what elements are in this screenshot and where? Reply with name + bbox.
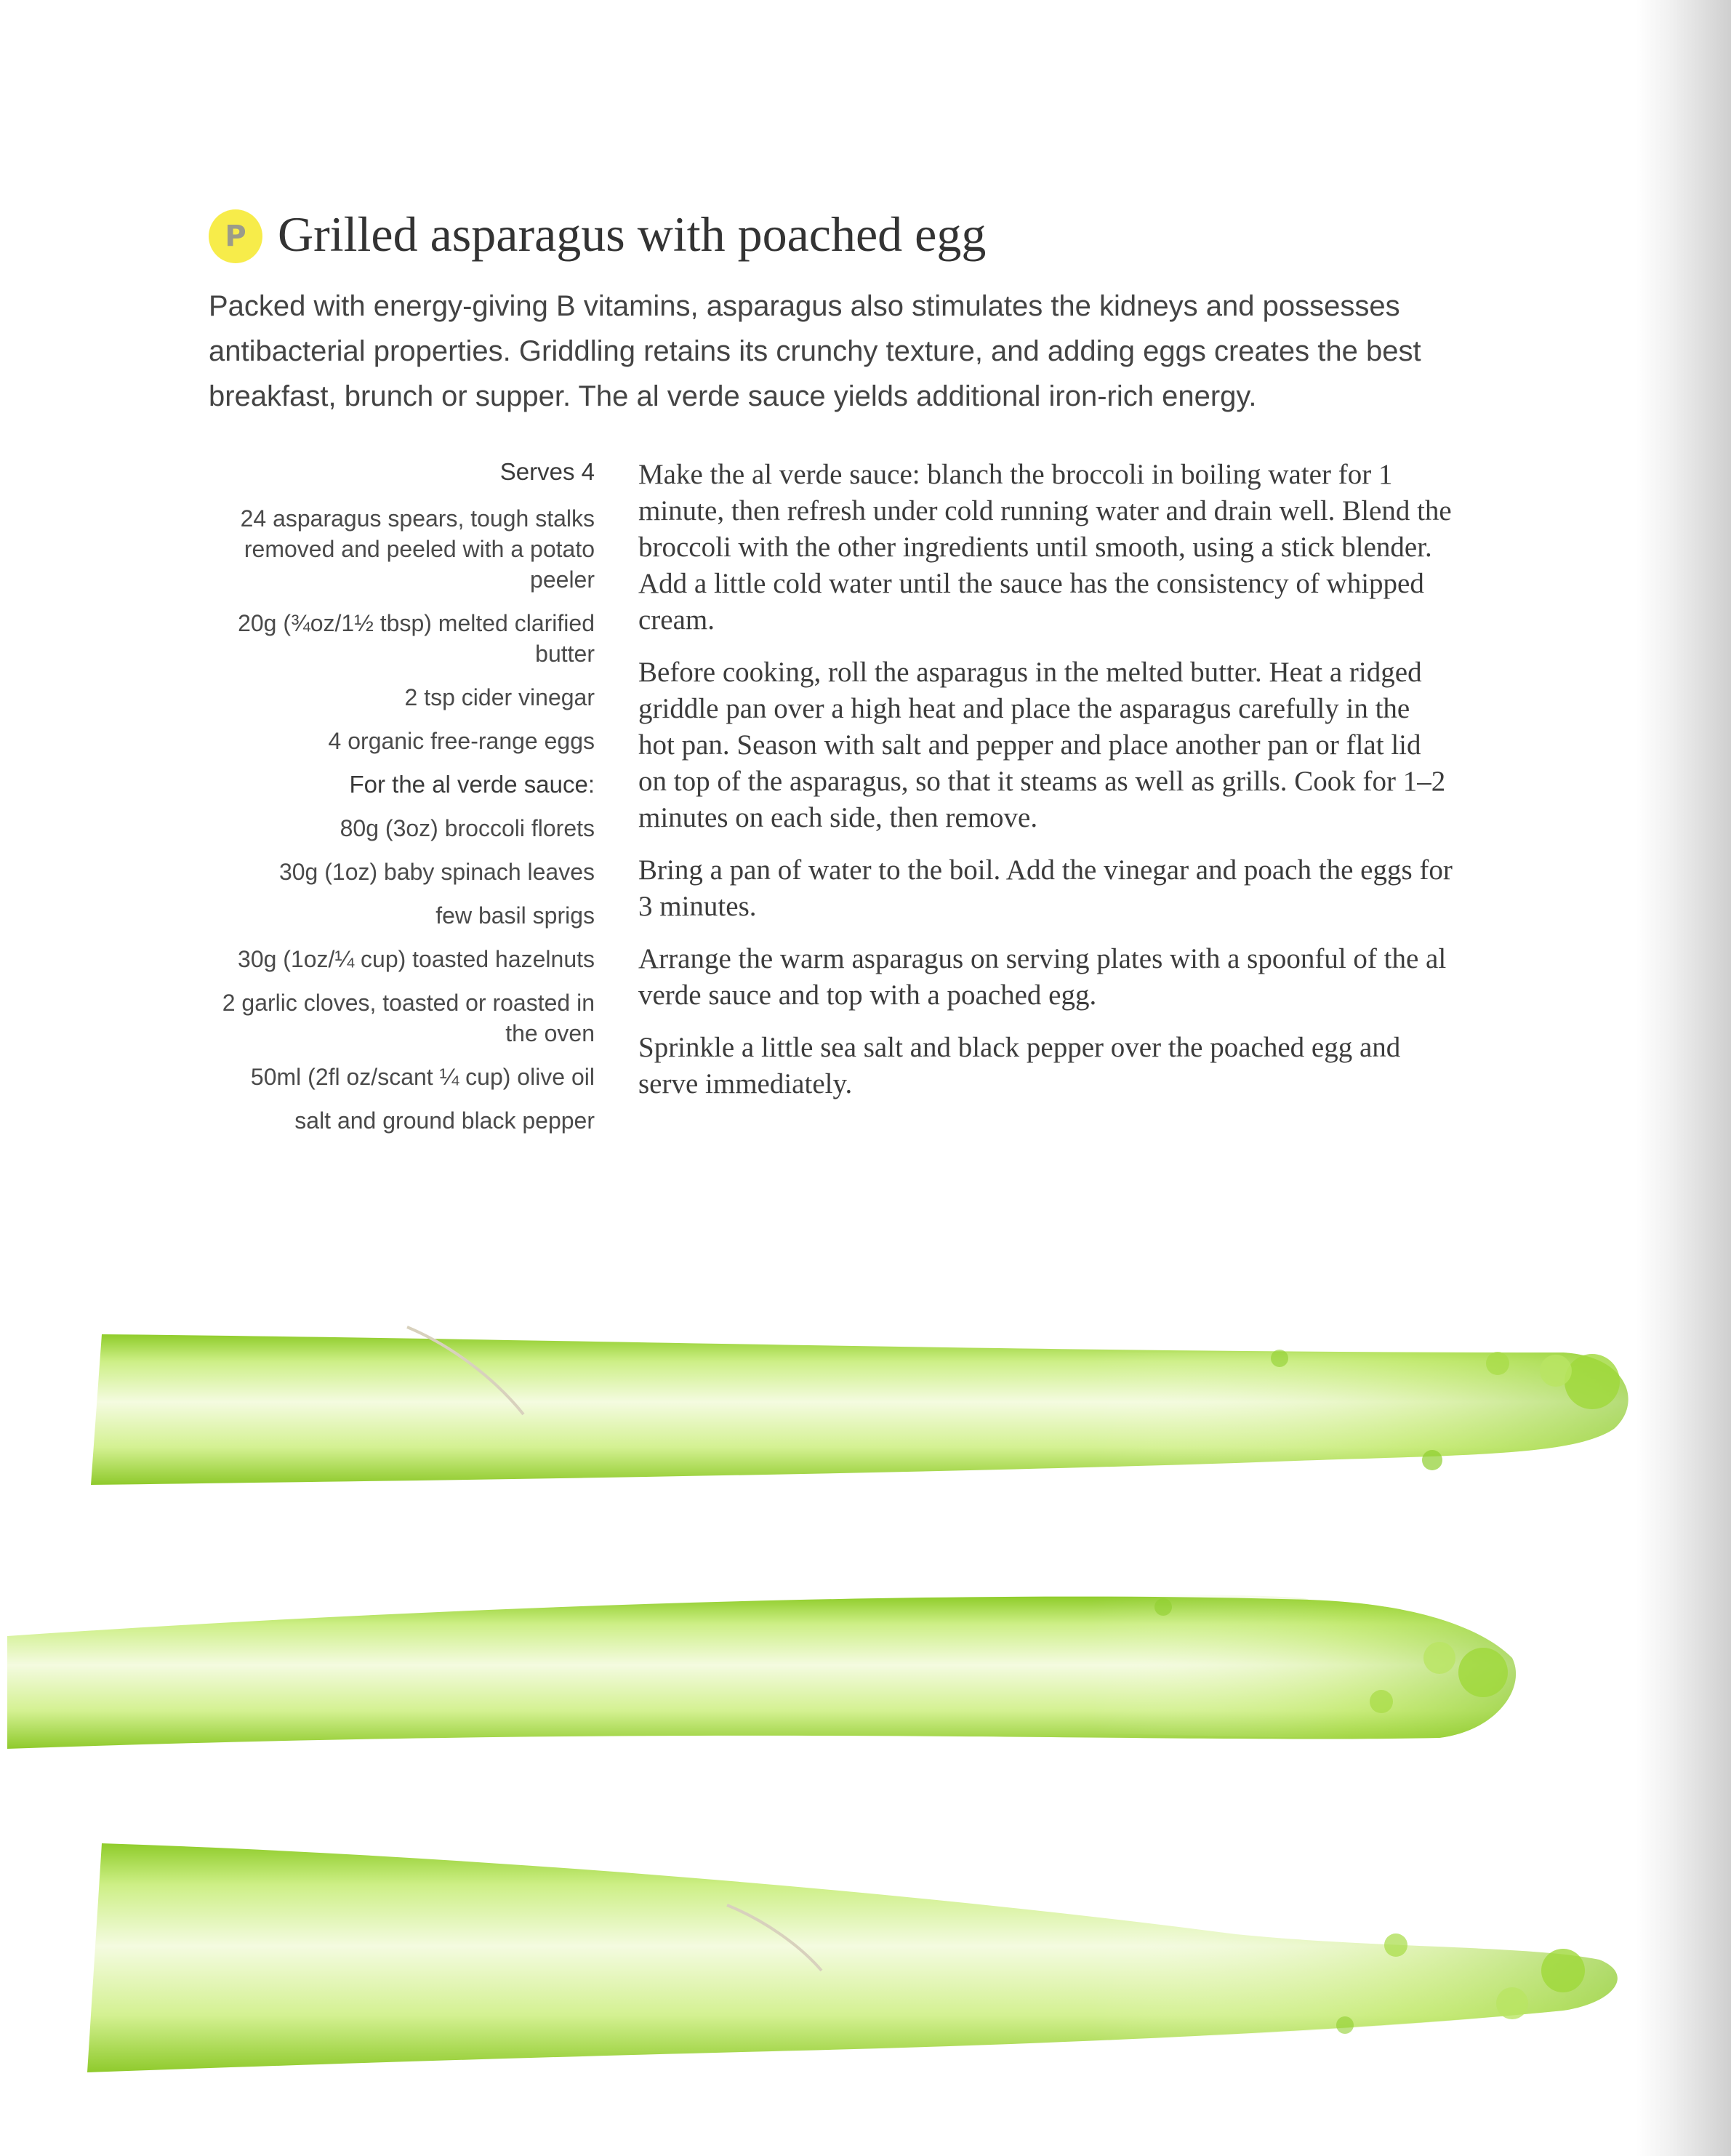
method-step: Sprinkle a little sea salt and black pepper over the poached egg and serve immediately. xyxy=(638,1032,1401,1099)
serves-label: Serves 4 xyxy=(499,458,595,485)
recipe-intro: Packed with energy-giving B vitamins, asparagus also stimulates the kidneys and possesses antibacterial properties. Griddling retains its crunchy texture, and adding eggs creates the best breakfast, brunch or supper. The al verde sauce yields additional iron-rich energy. xyxy=(209,290,1421,412)
method-step: Arrange the warm asparagus on serving plates with a spoonful of the al verde sauce and top with a poached egg. xyxy=(638,943,1447,1011)
badge-letter: P xyxy=(225,220,246,253)
sauce-heading: For the al verde sauce: xyxy=(349,771,595,798)
sauce-ingredient-item: 30g (1oz/¼ cup) toasted hazelnuts xyxy=(238,946,595,972)
ingredient-item: 24 asparagus spears, tough stalks removed and peeled with a potato peeler xyxy=(240,505,595,593)
asparagus-spear xyxy=(91,1327,1628,1485)
ingredient-item: 20g (¾oz/1½ tbsp) melted clarified butter xyxy=(238,610,595,667)
ingredient-item: 2 tsp cider vinegar xyxy=(404,684,595,710)
ingredient-item: 4 organic free-range eggs xyxy=(328,728,595,754)
asparagus-spear xyxy=(7,1594,1516,1749)
ingredient-list xyxy=(218,503,595,756)
sauce-ingredient-list xyxy=(218,813,595,1136)
asparagus-spear xyxy=(87,1843,1618,2072)
sauce-ingredient-item: salt and ground black pepper xyxy=(294,1107,595,1134)
method-column xyxy=(638,457,1453,1118)
sauce-ingredient-item: 2 garlic cloves, toasted or roasted in the oven xyxy=(222,990,595,1046)
method-step: Before cooking, roll the asparagus in the melted butter. Heat a ridged griddle pan over a high heat and place the asparagus carefully in the hot pan. Season with salt and pepper and place another pan or flat lid on top of the asparagus, so that it steams as well as grills. Cook for 1–2 minutes on each side, then remove. xyxy=(638,657,1446,833)
recipe-category-badge xyxy=(209,209,262,263)
sauce-ingredient-item: 80g (3oz) broccoli florets xyxy=(340,815,595,841)
recipe-title: Grilled asparagus with poached egg xyxy=(278,207,987,262)
ingredients-column xyxy=(218,457,595,1149)
asparagus-photo xyxy=(0,1294,1731,2156)
sauce-ingredient-item: 50ml (2fl oz/scant ¼ cup) olive oil xyxy=(250,1064,595,1090)
sauce-ingredient-item: few basil sprigs xyxy=(435,902,595,929)
method-step: Make the al verde sauce: blanch the broccoli in boiling water for 1 minute, then refresh under cold running water and drain well. Blend the broccoli with the other ingredients until smooth, using a stick blender. Add a little cold water until the sauce has the consistency of whipped cream. xyxy=(638,459,1452,636)
method-step: Bring a pan of water to the boil. Add the vinegar and poach the eggs for 3 minutes. xyxy=(638,854,1453,922)
sauce-ingredient-item: 30g (1oz) baby spinach leaves xyxy=(278,859,595,885)
